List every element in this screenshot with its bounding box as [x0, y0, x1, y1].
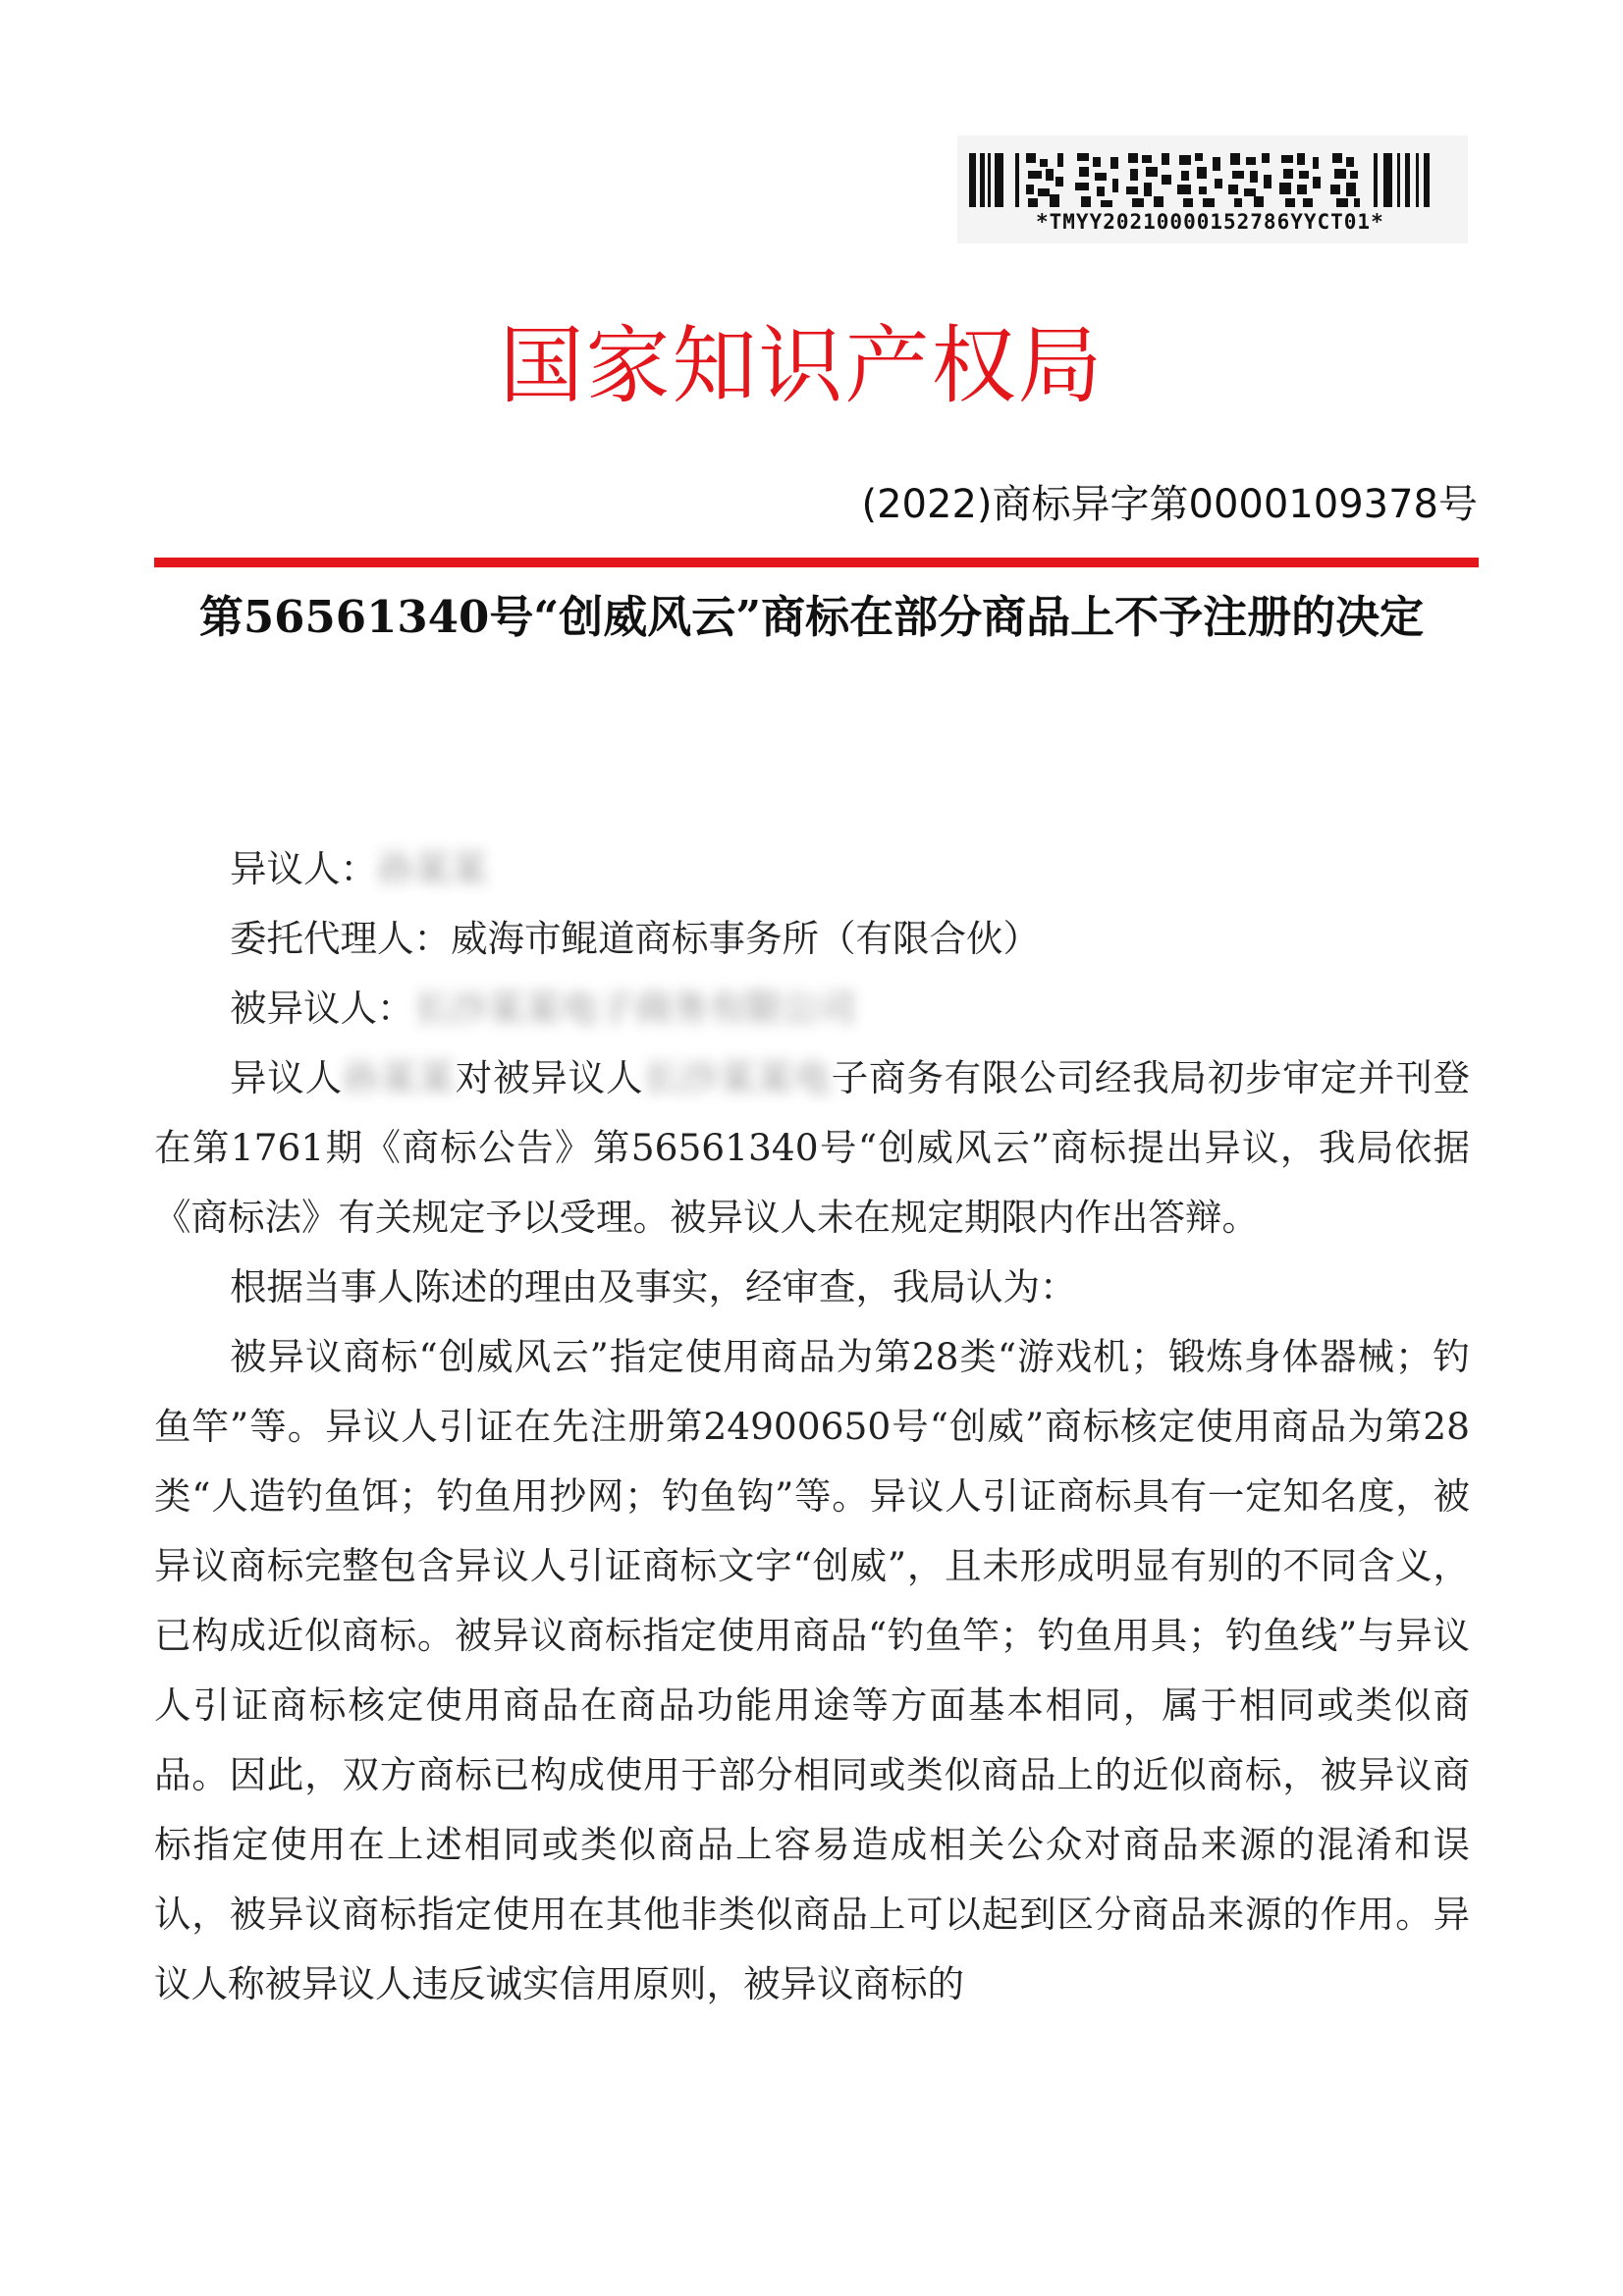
agency-title: 国家知识产权局 — [499, 317, 1105, 415]
document-body — [154, 834, 1470, 2019]
decision-title: 第56561340号“创威风云”商标在部分商品上不予注册的决定 — [198, 591, 1425, 643]
paragraph-text: 子商务有限公司经我局初步审定并刊登在第1761期《商标公告》第56561340号“创威风云”商标提出异议，我局依据《商标法》有关规定予以受理。被异议人未在规定期限内作出答辩。 — [154, 1056, 1470, 1239]
opponent-line — [154, 834, 1470, 904]
barcode — [957, 135, 1468, 243]
respondent-line — [154, 974, 1470, 1043]
agent-label: 委托代理人： — [230, 917, 451, 960]
paragraph-text: 对被异议人 — [455, 1056, 644, 1099]
document-number: (2022)商标异字第0000109378号 — [861, 482, 1478, 527]
paragraph-text: 异议人 — [230, 1056, 343, 1099]
paragraph-review-intro: 根据当事人陈述的理由及事实，经审查，我局认为： — [230, 1265, 1077, 1308]
respondent-label: 被异议人： — [230, 987, 414, 1030]
opponent-name-redacted: 孙某某 — [342, 1056, 456, 1099]
agent-line — [154, 904, 1470, 974]
barcode-image — [969, 153, 1435, 207]
respondent-name-redacted: 长沙某某电子商务有限公司 — [413, 987, 856, 1030]
paragraph-review-reasoning: 被异议商标“创威风云”指定使用商品为第28类“游戏机；锻炼身体器械；钓鱼竿”等。异议人引证在先注册第24900650号“创威”商标核定使用商品为第28类“人造钓鱼饵；钓鱼用抄网；钓鱼钩”等。异议人引证商标具有一定知名度，被异议商标完整包含异议人引证商标文字“创威”，且未形成明显有别的不同含义，已构成近似商标。被异议商标指定使用商品“钓鱼竿；钓鱼用具；钓鱼线”与异议人引证商标核定使用商品在商品功能用途等方面基本相同，属于相同或类似商品。因此，双方商标已构成使用于部分相同或类似商品上的近似商标，被异议商标指定使用在上述相同或类似商品上容易造成相关公众对商品来源的混淆和误认，被异议商标指定使用在其他非类似商品上可以起到区分商品来源的作用。异议人称被异议人违反诚实信用原则，被异议商标的 — [154, 1335, 1470, 2005]
respondent-name-redacted: 长沙某某电 — [643, 1056, 832, 1099]
barcode-text: *TMYY20210000152786YYCT01* — [1036, 210, 1384, 234]
red-divider — [154, 558, 1479, 567]
agent-name: 威海市鲲道商标事务所（有限合伙） — [451, 917, 1040, 960]
opponent-label: 异议人： — [230, 847, 377, 890]
paragraph-opposition-filed — [154, 1043, 1470, 1253]
opponent-name-redacted: 孙某某 — [377, 847, 488, 890]
